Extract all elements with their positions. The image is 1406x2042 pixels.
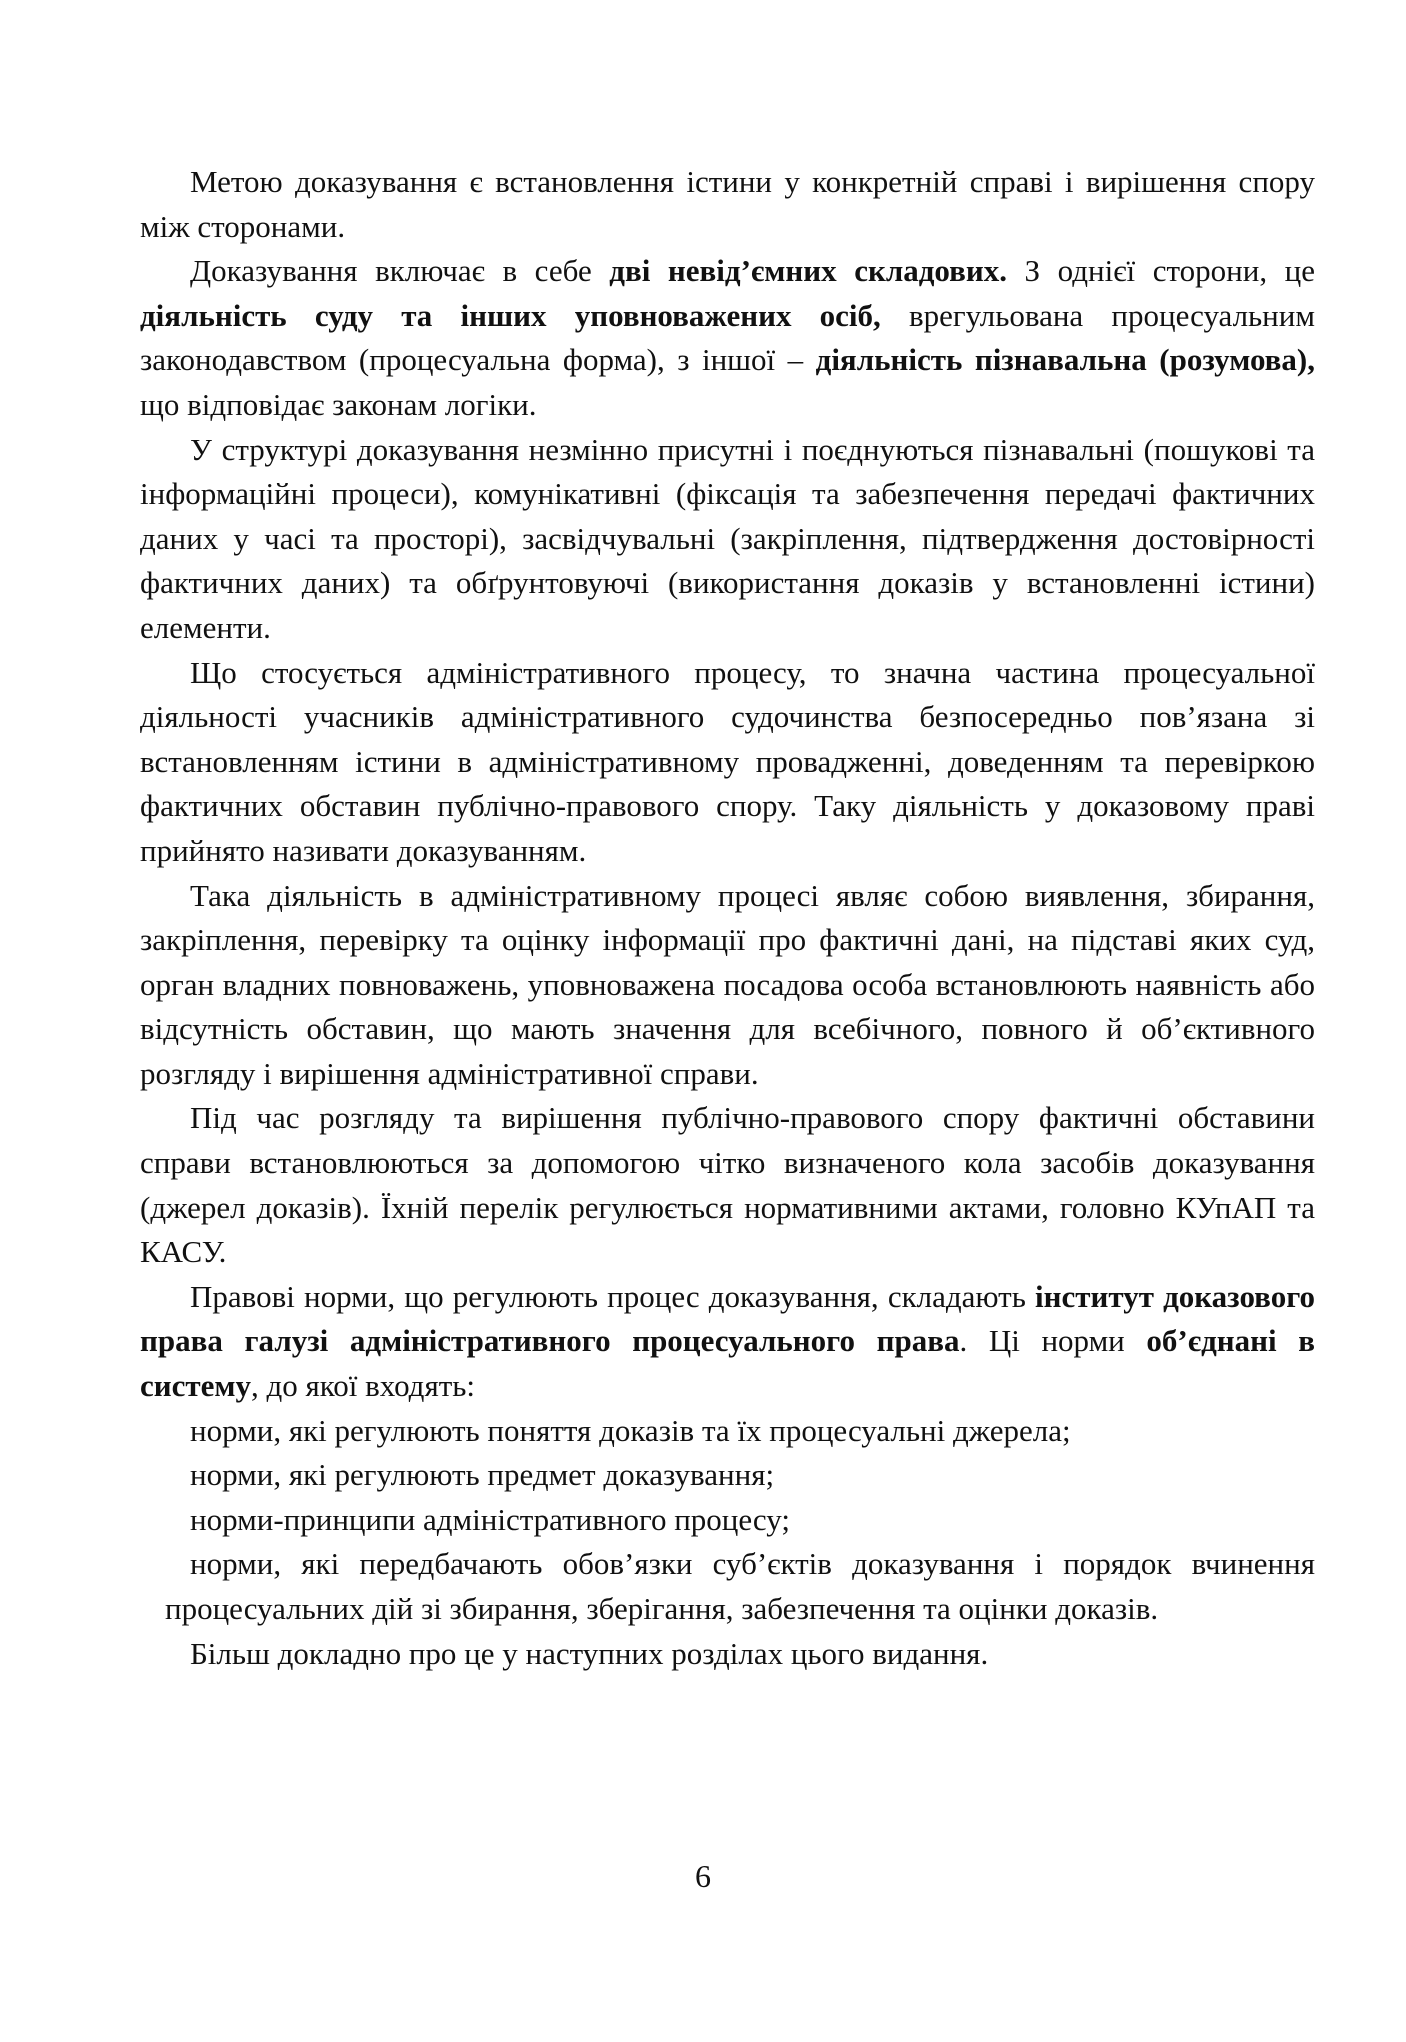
bold-text: діяльність пізнавальна (розумова), [815,342,1315,378]
text-run: У структурі доказування незмінно присутні і поєднуються пізнавальні (пошукові та інформаційні процеси), комунікативні (фіксація та забезпечення передачі фактичних даних у часі та просторі), засвідчувальні (закріплення, підтвердження достовірності фактичних даних) та обґрунтовуючі (використання доказів у встановленні істини) елементи. [140,431,1315,645]
list-item: норми, які передбачають обов’язки суб’єктів доказування і порядок вчинення процесуальних дій зі збирання, зберігання, забезпечення та оцінки доказів. [165,1546,1315,1626]
text-run: Правові норми, що регулюють процес доказування, складають [190,1278,1036,1314]
paragraph [140,1096,1315,1274]
bold-text: діяльність суду та інших уповноважених осіб, [140,297,881,333]
bold-text: дві невід’ємних складових. [609,253,1007,289]
text-run: Доказування включає в себе [190,253,610,289]
list-item: норми, які регулюють предмет доказування; [190,1457,775,1493]
text-run: . Ці норми [959,1323,1147,1359]
page-number: 6 [695,1858,711,1894]
text-run: що відповідає законам логіки. [140,386,537,422]
bold-text: інститут доказового права галузі адміністративного процесуального права [140,1278,1316,1359]
text-run: Метою доказування є встановлення істини у конкретній справі і вирішення спору між сторонами. [140,164,1315,244]
text-run: Під час розгляду та вирішення публічно-правового спору фактичні обставини справи встановлюються за допомогою чітко визначеного кола засобів доказування (джерел доказів). Їхній перелік регулюється нормативними актами, головно КУпАП та КАСУ. [140,1100,1315,1270]
body-text [140,160,1315,1676]
list-item: норми, які регулюють поняття доказів та їх процесуальні джерела; [190,1412,1071,1448]
paragraph [140,1275,1315,1409]
list-item: норми-принципи адміністративного процесу; [190,1501,790,1537]
text-run: врегульована процесуальним законодавством (процесуальна форма), з іншої – [140,297,1315,378]
paragraph [140,428,1315,651]
text-run: З однієї сторони, це [1006,253,1315,289]
norms-list [140,1409,1315,1632]
paragraphs [140,160,1315,1409]
bold-text: об’єднані в систему [140,1323,1316,1404]
paragraph [140,249,1315,427]
paragraph [140,651,1315,874]
text-run: Що стосується адміністративного процесу, то значна частина процесуальної діяльності учасників адміністративного судочинства безпосередньо пов’язана зі встановленням істини в адміністративному провадженні, доведенням та перевіркою фактичних обставин публічно-правового спору. Таку діяльність у доказовому праві прийнято називати доказуванням. [140,654,1315,868]
text-run: Така діяльність в адміністративному процесі являє собою виявлення, збирання, закріплення, перевірку та оцінку інформації про фактичні дані, на підставі яких суд, орган владних повноважень, уповноважена посадова особа встановлюють наявність або відсутність обставин, що мають значення для всебічного, повного й об’єктивного розгляду і вирішення адміністративної справи. [140,877,1315,1091]
closing-paragraph: Більш докладно про це у наступних розділах цього видання. [190,1635,989,1671]
paragraph [140,160,1315,249]
paragraph [140,874,1315,1097]
text-run: , до якої входять: [250,1368,476,1404]
